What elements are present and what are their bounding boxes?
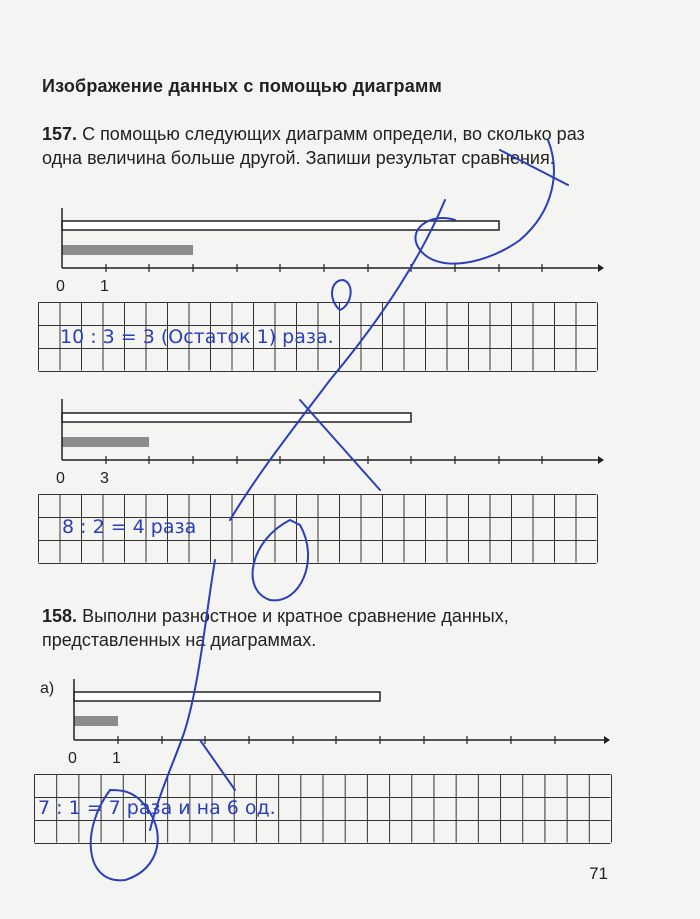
answer-3-handwriting: 7 : 1 = 7 раза и на 6 од.	[38, 797, 276, 819]
scribble-stroke-6	[332, 280, 351, 310]
chart-3-tick-1: 1	[112, 750, 121, 767]
answer-2-handwriting: 8 : 2 = 4 раза	[62, 516, 197, 538]
page-number: 71	[589, 864, 608, 883]
answer-1-handwriting: 10 : 3 = 3 (Остаток 1) раза.	[60, 326, 334, 348]
scribble-stroke-5	[253, 520, 308, 600]
chart-1-tick-0: 0	[56, 278, 65, 295]
scribble-stroke-8	[200, 740, 235, 790]
chart-3-tick-0: 0	[68, 750, 77, 767]
task-158-number: 158.	[42, 606, 78, 626]
scribble-stroke-3	[230, 200, 445, 520]
chart-2-tick-0: 0	[56, 470, 65, 487]
section-title: Изображение данных с помощью диаграмм	[42, 76, 442, 96]
part-a-label: а)	[40, 680, 55, 697]
scribble-stroke-7	[150, 560, 215, 830]
scribble-stroke-2	[500, 150, 568, 185]
task-157-number: 157.	[42, 124, 78, 144]
chart-2-tick-1: 3	[100, 470, 109, 487]
scribble-stroke-9	[91, 790, 158, 880]
chart-1-tick-1: 1	[100, 278, 109, 295]
scribble-stroke-1	[415, 140, 553, 264]
scribble-stroke-4	[300, 400, 380, 490]
task-157-text: С помощью следующих диаграмм определи, во сколько раз одна величина больше другой. Запиши результат сравнения.	[42, 124, 585, 168]
task-158-text: Выполни разностное и кратное сравнение данных, представленных на диаграммах.	[42, 606, 509, 650]
